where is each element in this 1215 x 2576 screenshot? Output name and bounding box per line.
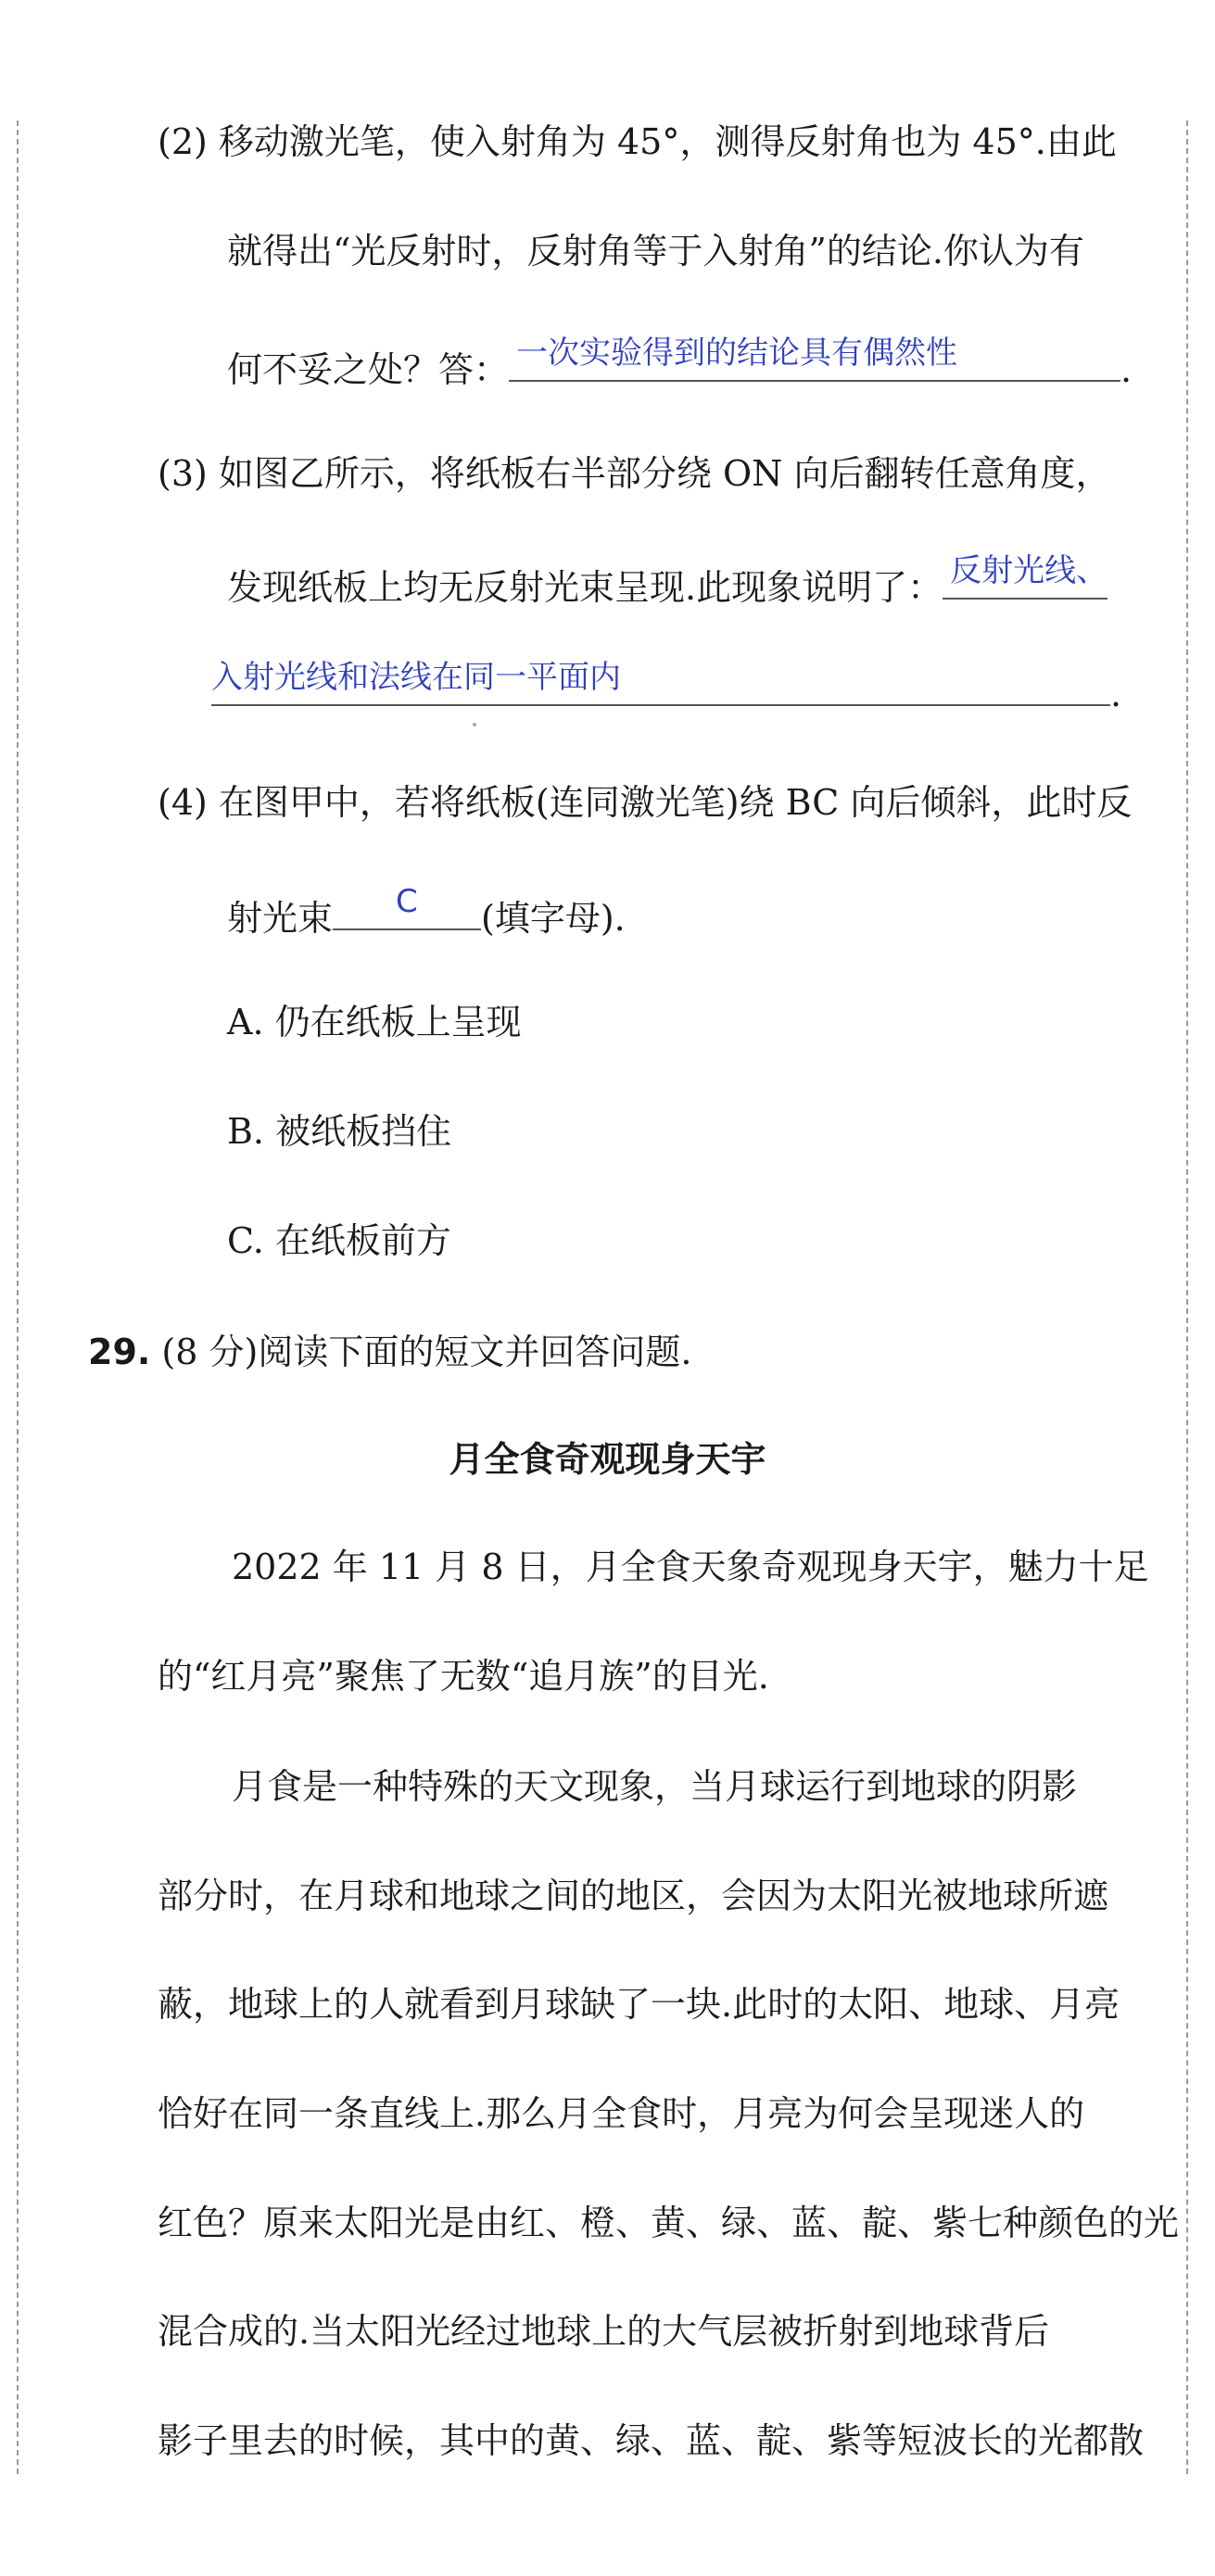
article-p2-line-4: 恰好在同一条直线上.那么月全食时，月亮为何会呈现迷人的 xyxy=(158,2093,1085,2134)
stray-mark xyxy=(473,723,476,726)
q2-answer-blank xyxy=(509,335,1120,382)
q3-line-2-text: 发现纸板上均无反射光束呈现.此现象说明了： xyxy=(227,567,943,608)
left-margin-dashed-line xyxy=(17,120,19,2474)
q4-line-1: (4) 在图甲中，若将纸板(连同激光笔)绕 BC 向后倾斜，此时反 xyxy=(158,782,1133,823)
q2-line-3 xyxy=(227,335,1133,391)
article-p2-line-3: 蔽，地球上的人就看到月球缺了一块.此时的太阳、地球、月亮 xyxy=(158,1984,1120,2025)
article-p2-line-5: 红色？原来太阳光是由红、橙、黄、绿、蓝、靛、紫七种颜色的光 xyxy=(158,2203,1180,2243)
q3-line-3 xyxy=(211,659,1122,715)
q4-line-2-prefix: 射光束 xyxy=(227,898,334,939)
q3-answer-blank-2 xyxy=(211,659,1110,706)
article-p2-line-6: 混合成的.当太阳光经过地球上的大气层被折射到地球背后 xyxy=(158,2311,1050,2352)
q3-answer-part-2: 入射光线和法线在同一平面内 xyxy=(211,659,621,696)
q29-number: 29. xyxy=(88,1332,151,1372)
q2-line-1: (2) 移动激光笔，使入射角为 45°，测得反射角也为 45°.由此 xyxy=(158,121,1117,162)
q4-option-c: C. 在纸板前方 xyxy=(227,1220,451,1261)
q4-answer-text: C xyxy=(396,883,418,920)
article-title: 月全食奇观现身天宇 xyxy=(449,1439,766,1480)
article-p2-line-2: 部分时，在月球和地球之间的地区，会因为太阳光被地球所遮 xyxy=(158,1875,1109,1916)
q4-option-b: B. 被纸板挡住 xyxy=(227,1111,452,1152)
right-margin-dashed-line xyxy=(1186,120,1188,2474)
article-p1-line-1: 2022 年 11 月 8 日，月全食天象奇观现身天宇，魅力十足 xyxy=(232,1547,1149,1587)
q3-answer-blank-1 xyxy=(943,552,1108,600)
q4-answer-blank xyxy=(333,883,481,930)
q2-answer-text: 一次实验得到的结论具有偶然性 xyxy=(516,335,958,372)
q3-line-1: (3) 如图乙所示，将纸板右半部分绕 ON 向后翻转任意角度， xyxy=(158,453,1111,494)
q2-line-end: . xyxy=(1120,349,1133,390)
q4-line-2 xyxy=(227,883,626,940)
q3-answer-part-1: 反射光线、 xyxy=(950,552,1108,589)
q29-intro: (8 分)阅读下面的短文并回答问题. xyxy=(161,1332,692,1372)
q2-line-2: 就得出“光反射时，反射角等于入射角”的结论.你认为有 xyxy=(227,231,1084,271)
q29-heading xyxy=(88,1331,691,1373)
q2-answer-prompt: 何不妥之处？答： xyxy=(227,349,510,390)
q4-line-2-suffix: (填字母). xyxy=(481,898,626,939)
article-p2-line-7: 影子里去的时候，其中的黄、绿、蓝、靛、紫等短波长的光都散 xyxy=(158,2420,1145,2461)
q3-line-2 xyxy=(227,552,1108,609)
article-p1-line-2: 的“红月亮”聚焦了无数“追月族”的目光. xyxy=(158,1656,769,1697)
article-p2-line-1: 月食是一种特殊的天文现象，当月球运行到地球的阴影 xyxy=(232,1766,1078,1807)
q3-line-end: . xyxy=(1110,674,1122,714)
q4-option-a: A. 仍在纸板上呈现 xyxy=(227,1002,522,1042)
